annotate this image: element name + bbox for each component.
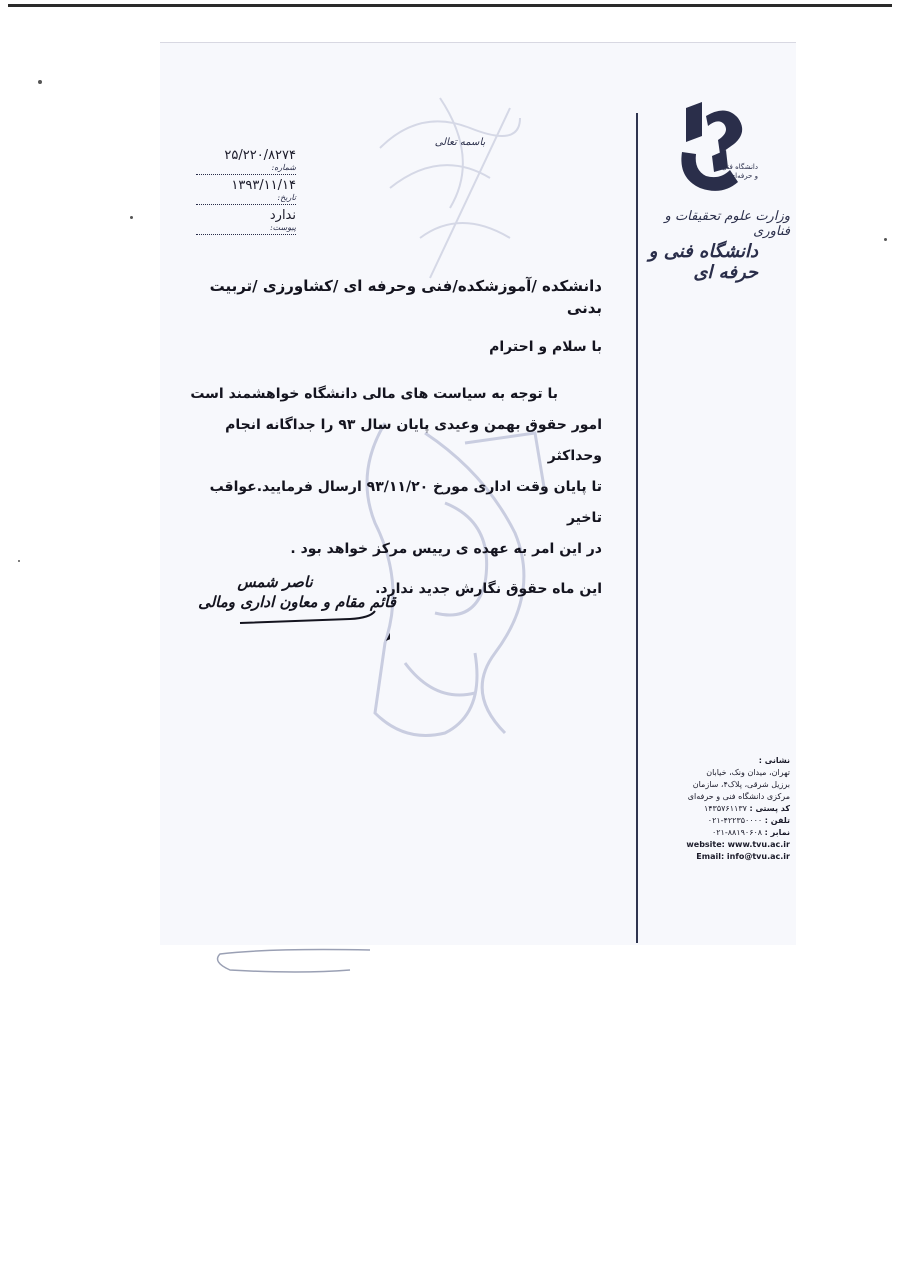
scan-speck (130, 216, 133, 219)
paragraph-line-text: با توجه به سیاست های مالی دانشگاه خواهشمند است (190, 386, 558, 402)
faint-backside-stamp (360, 88, 530, 283)
handwritten-signature (200, 591, 390, 641)
address-line: برزیل شرقی، پلاک۴، سازمان (692, 780, 790, 789)
fax-value: ۰۲۱-۸۸۱۹۰۶۰۸ (711, 828, 763, 837)
letter-paragraph-line: در این امر به عهده ی رییس مرکز خواهد بود . (290, 541, 602, 557)
letter-note: این ماه حقوق نگارش جدید ندارد. (375, 581, 602, 597)
contact-address (640, 755, 790, 863)
letter-sheet (160, 42, 796, 945)
signer-name: ناصر شمس (237, 573, 313, 591)
letter-paragraph-line (190, 379, 602, 410)
fax-row (640, 827, 790, 839)
letter-number-label: شماره: (196, 163, 296, 175)
ministry-name: وزارت علوم تحقیقات و فناوری (664, 209, 790, 239)
scan-speck (38, 80, 42, 84)
phone-row (640, 815, 790, 827)
signer-title: قائم مقام و معاون اداری ومالی (198, 593, 396, 611)
scan-speck (884, 238, 887, 241)
letter-paragraph-line: تا پایان وقت اداری مورخ ۹۳/۱۱/۲۰ ارسال فرمایید.عواقب تاخیر (209, 479, 602, 526)
postal-code-value: ۱۴۳۵۷۶۱۱۳۷ (703, 804, 747, 813)
phone-label: تلفن : (764, 816, 790, 825)
fax-label: نمابر : (764, 828, 790, 837)
university-name: دانشگاه فنی و حرفه ای (648, 241, 758, 283)
phone-value: ۰۲۱-۴۲۲۳۵۰۰۰۰ (707, 816, 763, 825)
scan-top-edge (8, 4, 892, 7)
letter-attachment-label: پیوست: (196, 223, 296, 235)
website-text: website: www.tvu.ac.ir (686, 840, 790, 849)
letter-date: ۱۳۹۳/۱۱/۱۴ (231, 178, 296, 193)
letter-recipient: دانشکده /آموزشکده/فنی وحرفه ای /کشاورزی /تربیت بدنی (209, 277, 602, 317)
address-line: مرکزی دانشگاه فنی و حرفه‌ای (687, 792, 790, 801)
letter-paragraph-line: امور حقوق بهمن وعیدی پایان سال ۹۳ را جداگانه انجام وحداکثر (225, 417, 602, 464)
letter-body (190, 275, 602, 599)
logo-caption: دانشگاه فنی و حرفه‌ای (721, 163, 758, 180)
email-text: Email: info@tvu.ac.ir (696, 852, 790, 861)
letter-greeting: با سلام و احترام (489, 339, 602, 355)
scan-speck (18, 560, 20, 562)
scan-page-curl (210, 940, 380, 980)
postal-code-row (640, 803, 790, 815)
letter-attachment: ندارد (269, 208, 296, 223)
university-logo-icon (668, 98, 760, 198)
letter-date-label: تاریخ: (196, 193, 296, 205)
postal-code-label: کد پستی : (749, 804, 790, 813)
basmala-heading: باسمه تعالی (434, 137, 486, 148)
letter-meta (196, 149, 296, 239)
address-heading: نشانی : (758, 756, 790, 765)
letter-number: ۲۵/۲۲۰/۸۲۷۴ (224, 148, 296, 163)
address-line: تهران، میدان ونک، خیابان (706, 768, 790, 777)
